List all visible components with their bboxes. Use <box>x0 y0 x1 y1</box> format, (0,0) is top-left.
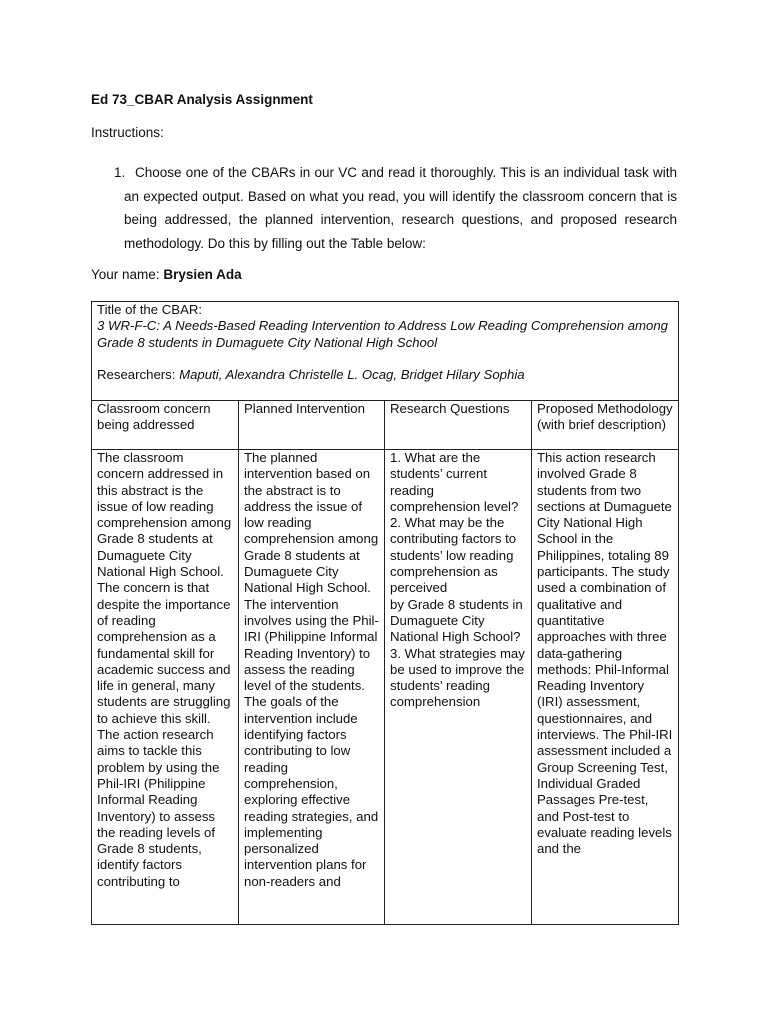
cell-planned-intervention <box>239 450 385 925</box>
cell-classroom-concern-text: The classroom concern addressed in this abstract is the issue of low reading comprehension among Grade 8 students at Dumaguete City National High School. The concern is that despite the importance of reading comprehension as a fundamental skill for academic success and life in general, many students are struggling to achieve this skill. The action research aims to tackle this problem by using the Phil-IRI (Philippine Informal Reading Inventory) to assess the reading levels of Grade 8 students, identify factors contributing to <box>97 450 232 889</box>
name-label: Your name: <box>91 267 160 282</box>
cbar-title-label: Title of the CBAR: <box>97 302 203 317</box>
cell-proposed-methodology-text: This action research involved Grade 8 students from two sections at Dumaguete City National High School in the Philippines, totaling 89 participants. The study used a combination of qualitative and quantitative approaches with three data-gathering methods: Phil-Informal Reading Inventory (IRI) assessment, questionnaires, and interviews. The Phil-IRI assessment included a Group Screening Test, Individual Graded Passages Pre-test, and Post-test to evaluate reading levels and the <box>537 450 673 857</box>
researchers-label: Researchers: <box>97 366 176 382</box>
cell-research-questions-text: 1. What are the students’ current reading comprehension level? 2. What may be the contributing factors to students’ low reading comprehension as perceived by Grade 8 students in Dumaguete City National High School? 3. What strategies may be used to improve the students’ reading comprehension <box>390 450 525 710</box>
document-title: Ed 73_CBAR Analysis Assignment <box>91 92 313 107</box>
instruction-number: 1. <box>114 165 126 180</box>
cbar-title-cell <box>92 302 679 401</box>
spacer <box>97 351 673 367</box>
instruction-text <box>114 161 677 255</box>
cell-proposed-methodology <box>532 450 679 925</box>
cell-classroom-concern <box>92 450 239 925</box>
cbar-analysis-table <box>91 301 679 925</box>
header-proposed-methodology: Proposed Methodology (with brief description) <box>532 401 679 450</box>
researchers-value: Maputi, Alexandra Christelle L. Ocag, Bridget Hilary Sophia <box>179 366 525 382</box>
researchers-line <box>97 367 673 383</box>
name-line <box>91 267 242 282</box>
student-name: Brysien Ada <box>163 267 242 282</box>
instruction-item <box>114 161 677 255</box>
instructions-label: Instructions: <box>91 125 164 140</box>
cbar-title-value: 3 WR-F-C: A Needs-Based Reading Intervention to Address Low Reading Comprehension among Grade 8 students in Dumaguete City National High School <box>97 318 669 350</box>
cell-planned-intervention-text: The planned intervention based on the abstract is to address the issue of low reading comprehension among Grade 8 students at Dumaguete City National High School. The intervention involves using the Phil-IRI (Philippine Informal Reading Inventory) to assess the reading level of the students. The goals of the intervention include identifying factors contributing to low reading comprehension, exploring effective reading strategies, and implementing personalized intervention plans for non-readers and <box>244 450 379 889</box>
instruction-text-body: Choose one of the CBARs in our VC and read it thoroughly. This is an individual task with an expected output. Based on what you read, you will identify the classroom concern that is being addressed, the planned intervention, research questions, and proposed research methodology. Do this by filling out the Table below: <box>124 165 677 251</box>
header-planned-intervention: Planned Intervention <box>239 401 385 450</box>
header-research-questions: Research Questions <box>385 401 532 450</box>
cell-research-questions <box>385 450 532 925</box>
header-classroom-concern: Classroom concern being addressed <box>92 401 239 450</box>
